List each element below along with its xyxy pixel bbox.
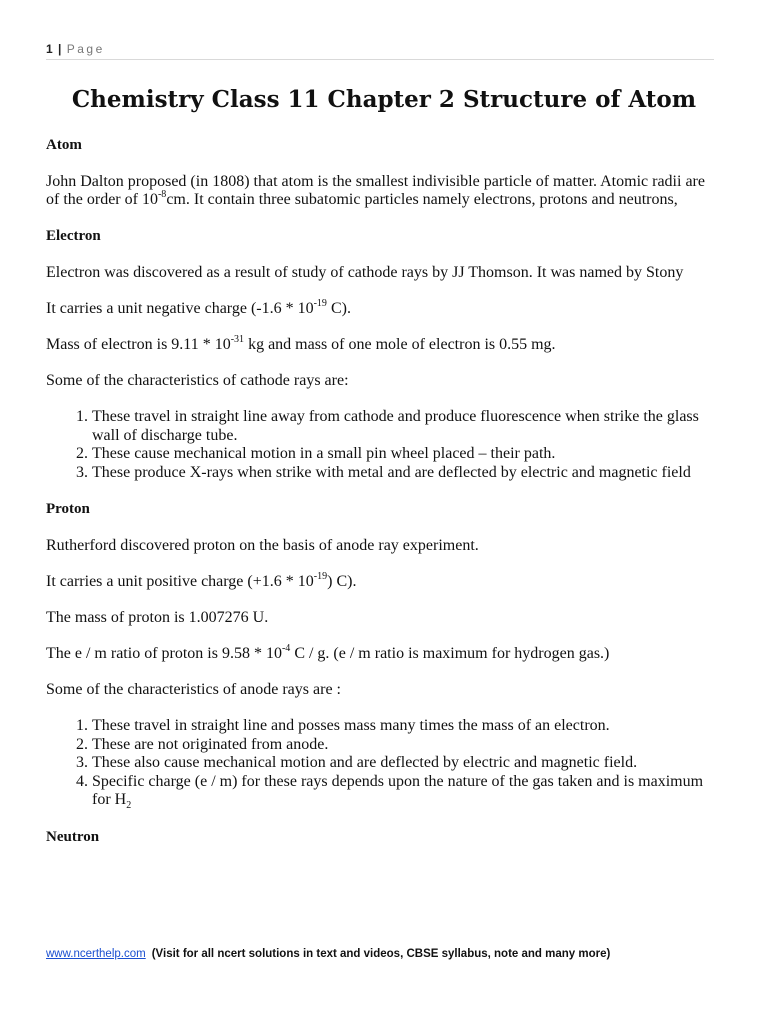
header-separator: | bbox=[58, 42, 62, 56]
proton-paragraph-3: The mass of proton is 1.007276 U. bbox=[46, 609, 269, 626]
list-item: 2. These cause mechanical motion in a small pin wheel placed – their path. bbox=[92, 445, 722, 464]
text-run: John Dalton proposed (in 1808) that atom is the smallest indivisible particle of matter. Atomic radii are of the order of 10 bbox=[46, 173, 705, 208]
list-item: 3. These also cause mechanical motion and are deflected by electric and magnetic field. bbox=[92, 754, 722, 773]
text-run: cm. It contain three subatomic particles namely electrons, protons and neutrons, bbox=[166, 191, 678, 208]
page-header bbox=[46, 42, 714, 60]
section-heading-atom: Atom bbox=[46, 137, 82, 153]
footer-note: (Visit for all ncert solutions in text and videos, CBSE syllabus, note and many more) bbox=[151, 948, 611, 960]
section-heading-proton: Proton bbox=[46, 501, 90, 517]
text-run: It carries a unit negative charge (-1.6 * 10 bbox=[46, 300, 314, 317]
page-label: Page bbox=[66, 42, 105, 56]
page-number: 1 bbox=[46, 42, 53, 56]
text-run: C / g. (e / m ratio is maximum for hydrogen gas.) bbox=[290, 645, 610, 662]
superscript: -4 bbox=[281, 642, 291, 654]
text-run: kg and mass of one mole of electron is 0.55 mg. bbox=[244, 336, 556, 353]
website-link[interactable]: www.ncerthelp.com bbox=[46, 948, 146, 960]
list-item: 1. These travel in straight line away from cathode and produce fluorescence when strike the glass wall of discharge tube. bbox=[92, 408, 722, 445]
proton-paragraph-5: Some of the characteristics of anode rays are : bbox=[46, 681, 341, 698]
list-item bbox=[92, 773, 722, 810]
section-heading-electron: Electron bbox=[46, 228, 101, 244]
electron-paragraph-2 bbox=[46, 297, 722, 318]
list-item: 2. These are not originated from anode. bbox=[92, 736, 722, 755]
proton-paragraph-2 bbox=[46, 570, 722, 591]
text-run: Specific charge (e / m) for these rays depends upon the nature of the gas taken and is maximum for H bbox=[92, 772, 704, 808]
list-item: 1. These travel in straight line and posses mass many times the mass of an electron. bbox=[92, 717, 722, 736]
proton-paragraph-1: Rutherford discovered proton on the basis of anode ray experiment. bbox=[46, 537, 479, 554]
section-heading-neutron: Neutron bbox=[46, 828, 100, 845]
atom-paragraph bbox=[46, 173, 722, 209]
document-body bbox=[46, 136, 722, 846]
superscript: -8 bbox=[157, 188, 167, 200]
cathode-ray-list bbox=[46, 408, 722, 482]
text-run: Mass of electron is 9.11 * 10 bbox=[46, 336, 231, 353]
electron-paragraph-3 bbox=[46, 333, 722, 354]
anode-ray-list bbox=[46, 717, 722, 810]
superscript: -19 bbox=[313, 570, 328, 582]
text-run: ) C). bbox=[327, 573, 357, 590]
page-footer bbox=[46, 948, 726, 960]
list-item: 3. These produce X-rays when strike with metal and are deflected by electric and magnetic field bbox=[92, 464, 722, 483]
electron-paragraph-1: Electron was discovered as a result of study of cathode rays by JJ Thomson. It was named by Stony bbox=[46, 264, 684, 281]
superscript: -31 bbox=[230, 333, 245, 345]
electron-paragraph-4: Some of the characteristics of cathode rays are: bbox=[46, 372, 349, 389]
document-title: Chemistry Class 11 Chapter 2 Structure of Atom bbox=[71, 86, 697, 113]
text-run: It carries a unit positive charge (+1.6 * 10 bbox=[46, 573, 314, 590]
subscript: 2 bbox=[126, 800, 132, 812]
proton-paragraph-4 bbox=[46, 642, 722, 663]
text-run: The e / m ratio of proton is 9.58 * 10 bbox=[46, 645, 282, 662]
superscript: -19 bbox=[313, 297, 327, 309]
text-run: C). bbox=[326, 300, 351, 317]
